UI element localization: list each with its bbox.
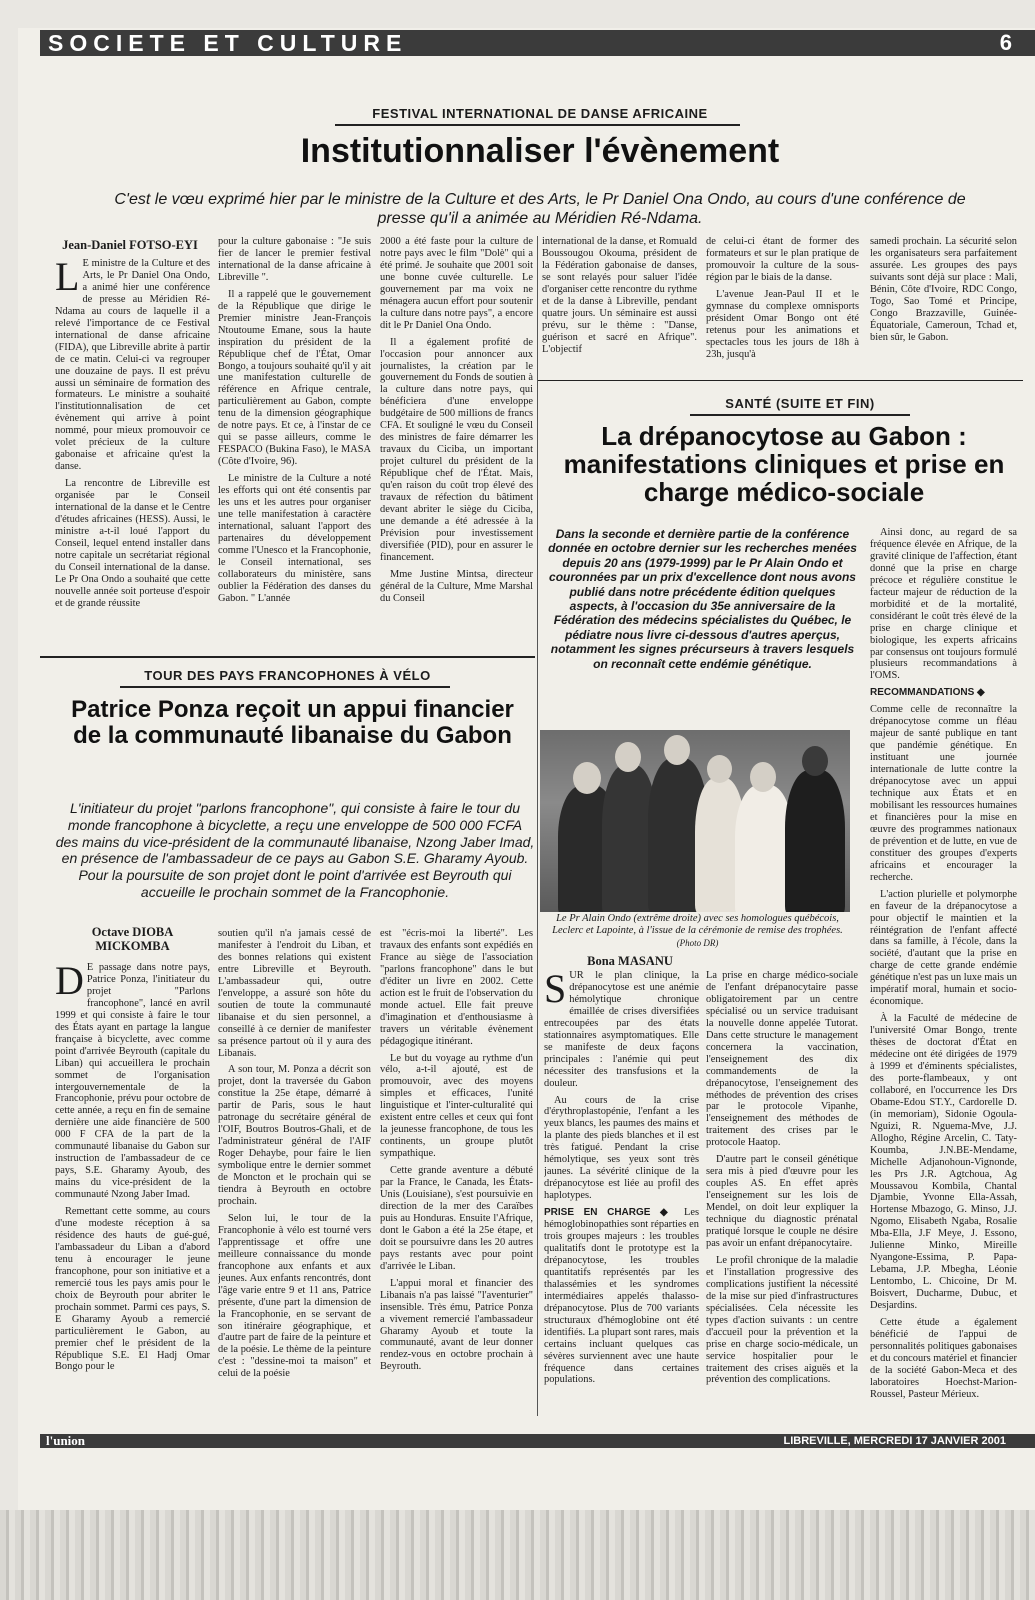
article2-kicker: TOUR DES PAYS FRANCOPHONES À VÉLO	[144, 668, 431, 683]
paragraph: Le but du voyage au rythme d'un vélo, a-t-il ajouté, est de promouvoir, avec des moyens simples et efficaces, l'unité linguistique et l'inter-culturalité qui existent entre celles et ceux qui font la jeunesse francophone, de tous les continents, un groupe plutôt sympathique.	[380, 1052, 533, 1160]
paragraph: est "écris-moi la liberté". Les travaux des enfants sont expédiés en France au siège de l'association "parlons francophone" dans le but d'éditer un livre en 2002. Cette action est le fruit de l'observation du monde actuel. Elle fait preuve d'imagination et d'enthousiasme à travers un véritable évènement pédagogique itinérant.	[380, 928, 533, 1047]
paragraph: 2000 a été faste pour la culture de notre pays avec le film "Dolè" qui a été primé. Je souhaite que 2001 soit une bonne cuvée culturelle. Le gouvernement par ma voix ne ménagera aucun effort pour soutenir la culture dans notre pays", a encore dit le Pr Daniel Ona Ondo.	[380, 236, 533, 331]
article3-kicker-rule	[690, 414, 910, 416]
person-head	[707, 755, 732, 783]
paragraph: Au cours de la crise d'érythroplastopénie, l'enfant a les yeux blancs, les paumes des mains et la plante des pieds blanches et il est très fatigué. Pendant la crise hémolytique, ses yeux sont très jaunes. La sévérité clinique de la drépanocytose est liée au profil des haplotypes.	[544, 1094, 699, 1202]
person-head	[750, 762, 776, 792]
article1-column-3	[380, 236, 533, 650]
paragraph: E ministre de la Culture et des Arts, le Pr Daniel Ona Ondo, a animé hier une conférence de presse au Méridien Ré-Ndama au cours de laquelle il a relevé l'importance de ce Festival international de danse africaine (FIDA), que Libreville abrite à partir de ce matin. Celui-ci va regrouper une douzaine de pays. Il est prévu aussi un séminaire de formation des formateurs. Le ministre a souhaité l'institutionnalisation de cet évènement qui arrive à point nommé, pour mieux promouvoir ce volet précieux de la culture gabonaise et africaine qu'est la danse.	[55, 258, 210, 473]
article3-column-1	[544, 970, 699, 1428]
paragraph: La rencontre de Libreville est organisée par le Conseil international de la danse et le Centre d'études africaines (HESS). Aussi, le ministre a-t-il loué l'apport du Conseil, lequel entend installer dans notre capitale un secrétariat régional du Conseil international de la danse. Le Pr Ona Ondo a souhaité que cette nouvelle année soit porteuse d'espoir et de grande réussite	[55, 478, 210, 609]
paragraph: À la Faculté de médecine de l'université Omar Bongo, trente thèses de doctorat d'État en médecine ont été dirigées de 1979 à 1999 et d'éminents spécialistes, des porte-flambeaux, y ont collaboré, en l'occurrence les Drs Obame-Edou ST.Y., Cardorelle D. (in memoriam), Sidonie Ogoula-Nguizi, R. Nguema-Mve, J.J. Allogho, Régine Arcelin, C. Taty-Koumba, J.N.BE-Mendame, Michelle Adjanohoun-Vignonde, les Prs J.R. Agtchoua, Ag Moussavou Kombila, Chantal Djambie, Yvonne Ella-Assah, Hortense Mbazogo, G. Minso, J.J. Ngomo, Elisabeth Ngaba, Rosalie Mba-Ella, J.F Meye, J. Essono, Julienne Minko, Mireille Nyangone-Essima, P. Papa-Lebama, J.P. Mbegha, Léonie Lentombo, L. Chicoine, Dr M. Boisvert, Ducharme, Dubuc, et Desjardins.	[870, 1013, 1017, 1312]
paragraph: Cette grande aventure a débuté par la France, le Canada, les États-Unis (Louisiane), s'est poursuivie en direction de la mer des Caraïbes puis au Honduras. Ensuite l'Afrique, dont le Gabon a été la 25e étape, et doit se poursuivre dans les 20 autres pays restants avec pour point d'arrivée le Liban.	[380, 1165, 533, 1272]
paragraph: D'autre part le conseil génétique sera mis à pied d'œuvre pour les couples AS. En effet après l'enseignement sur les lois de Mendel, on doit leur expliquer la technique du diagnostic prénatal pratiqué lorsque le couple ne désire pas avoir un enfant drépanocytaire.	[706, 1154, 858, 1249]
paragraph: de celui-ci étant de former des formateurs et sur le plan pratique de promouvoir la culture de la sous-région par le biais de la danse.	[706, 236, 859, 283]
article2-deck: L'initiateur du projet "parlons francophone", qui consiste à faire le tour du monde francophone à bicyclette, a reçu une enveloppe de 500 000 FCFA des mains du vice-président de la communauté libanaise, Nzong Jaber Imad, en présence de l'ambassadeur de ce pays au Gabon S.E. Gharamy Ayoub. Pour la poursuite de son projet dont le point d'arrivée est Beyrouth qui accueille le prochain sommet de la Francophonie.	[55, 800, 535, 900]
paragraph: Cette étude a également bénéficié de l'appui de personnalités politiques gabonaises et du concours matériel et financier de la société Gabon-Meca et des laboratoires Hoechst-Marion-Roussel, Pasteur Mérieux.	[870, 1317, 1017, 1400]
paragraph: La prise en charge médico-sociale de l'enfant drépanocytaire passe obligatoirement par un centre spécialisé ou un service traduisant la nouvelle donne appelée Tutorat. Dans cette structure le management concernera la vaccination, l'enseignement des dix commandements de la drépanocytose, l'enseignement des méthodes de prévention des crises par le protocole Vipanhe, l'enseignement des méthodes de traitement des crises par le protocole Haatop.	[706, 970, 858, 1149]
subhead-recommandations: RECOMMANDATIONS ◆	[870, 687, 985, 699]
article3-deck: Dans la seconde et dernière partie de la conférence donnée en octobre dernier sur les recherches menées depuis 20 ans (1979-1999) par le Pr Alain Ondo et couronnées par un prix d'excellence dont nous avons publié dans notre précédente édition quelques aspects, à l'occasion du 35e anniversaire de la Fédération des médecins spécialistes du Québec, le pédiatre nous livre ci-dessous d'autres aperçus, notamment les signes précurseurs à travers lesquels on reconnaît cette endémie génétique.	[548, 527, 857, 671]
article1-column-1	[55, 258, 210, 650]
article3-title: La drépanocytose au Gabon : manifestations cliniques et prise en charge médico-sociale	[563, 421, 1005, 508]
paragraph: E passage dans notre pays, Patrice Ponza, l'initiateur du projet "Parlons francophone", lancé en avril 1999 et qui consiste à faire le tour des États ayant en partage la langue française à bicyclette, avec comme point d'arrivée Beyrouth (capitale du Liban) qui accueillera le prochain sommet de l'organisation intergouvernementale de la Francophonie, prévu pour octobre de cette année, a reçu en fin de semaine dernière une aide financière de 500 000 F CFA de la part de la communauté libanaise du Gabon sur instruction de l'ambassadeur de ce pays, S.E. Gharamy Ayoub, des mains du vice-président de la communauté Nzong Jaber Imad.	[55, 962, 210, 1201]
divider	[40, 656, 535, 658]
article2-column-2	[218, 928, 371, 1430]
paragraph: UR le plan clinique, la drépanocytose est une anémie hémolytique chronique émaillée de crises diversifiées entrecoupées par des états stationnaires asymptomatiques. Elle se manifeste de deux façons principales : l'anémie qui peut nécessiter des transfusions et la douleur.	[544, 970, 699, 1089]
paragraph: Remettant cette somme, au cours d'une modeste réception à sa résidence des hauts de gué-gué, l'ambassadeur du Liban a d'abord tenu à encourager le jeune francophone, pour son initiative et a remercié tous les pays amis pour le choix de Beyrouth pour abriter le prochain sommet. Parmi ces pays, S. E Gharamy Ayoub a remercié particulièrement le Gabon, au premier chef le président de la République S.E. El Hadj Omar Bongo pour le	[55, 1206, 210, 1373]
section-name: SOCIETE ET CULTURE	[48, 30, 408, 56]
caption-text: Le Pr Alain Ondo (extrême droite) avec ses homologues québécois, Leclerc et Lapointe, à l'issue de la cérémonie de remise des trophées.	[552, 913, 843, 937]
paragraph: Comme celle de reconnaître la drépanocytose comme un fléau majeur de santé publique en tant que pandémie génétique. En instituant une journée internationale de lutte contre la drépanocytose avec un appui technique aux États et en mobilisant les ressources humaines et financières pour la mise en œuvre des programmes nationaux de prévention et de lutte, en vue de constituer des groupes d'experts africains et encourager la recherche.	[870, 704, 1017, 883]
drop-cap: D	[55, 962, 84, 1003]
paragraph: Il a rappelé que le gouvernement de la République que dirige le Premier ministre Jean-François Ntoutoume Emane, sous la haute inspiration du président de la République chef de l'État, Omar Bongo, a toujours souhaité qu'il y ait une manifestation culturelle de référence en Afrique centrale, particulièrement au Gabon, compte tenu de la dimension géographique de notre pays. Et ce, à l'instar de ce qui se passe ailleurs, comme le FESPACO (Bukina Faso), le MASA (Côte d'Ivoire, 96).	[218, 288, 371, 468]
paragraph: Ainsi donc, au regard de sa fréquence élevée en Afrique, de la gravité clinique de l'affection, étant donné que la prise en charge précoce et régulière constitue le facteur majeur de réduction de la morbidité et de la mortalité, considérant le coût très élevé de la prise en charge clinique et biologique, les experts africains par consensus ont toujours formulé plusieurs recommandations à l'OMS.	[870, 527, 1017, 682]
article3-column-2	[706, 970, 858, 1428]
article2-title: Patrice Ponza reçoit un appui financier de la communauté libanaise du Gabon	[71, 696, 514, 749]
paragraph: Mme Justine Mintsa, directeur général de la Culture, Mme Marshal du Conseil	[380, 568, 533, 604]
article2-column-1	[55, 962, 210, 1430]
paragraph: Selon lui, le tour de la Francophonie à vélo est tourné vers l'apprentissage et offre une meilleure connaissance du monde francophone aux enfants et aux jeunes. Aux enfants rencontrés, dont l'âge varie entre 9 et 11 ans, Patrice présente, d'une part la dimension de la Francophonie, en se servant de son itinéraire géographique, et d'autre part de faire de la peinture et de la poésie. Le thème de la peinture c'est : "dessine-moi ta maison" et celui de la poésie	[218, 1212, 371, 1380]
subhead-prise-en-charge: PRISE EN CHARGE ◆	[544, 1207, 675, 1219]
article3-byline: Bona MASANU	[587, 954, 673, 968]
article3-kicker: SANTÉ (SUITE ET FIN)	[725, 396, 875, 411]
paragraph: L'action plurielle et polymorphe en faveur de la drépanocytose a pour objectif le maintien et la réintégration de l'enfant affecté dans sa famille, à l'école, dans la société, d'autant que la prise en charge de cette grande endémie génétique n'est pas un luxe mais un impératif moral, humain et socio-économique.	[870, 888, 1017, 1008]
article3-column-3	[870, 527, 1017, 1427]
paragraph: Il a également profité de l'occasion pour annoncer aux journalistes, la création par le gouvernement du Fonds de soutien à la culture dans notre pays, qui bénéficiera d'une enveloppe budgétaire de 500 millions de francs CFA. Et souligné le vœu du Conseil des ministres de faire démarrer les travaux du Ciciba, un important projet culturel du président de la République chef de l'État. Mais, qu'en raison du coût trop élevé des travaux de réfection du bâtiment devant abriter le siège du Ciciba, une demande a été adressée à la Prévision pour investissement diversifiée (PID), pour en assurer le financement.	[380, 336, 533, 563]
article2-kicker-rule	[120, 686, 450, 688]
issue-date: LIBREVILLE, MERCREDI 17 JANVIER 2001	[783, 1435, 1006, 1447]
scan-background-strip	[0, 1510, 1035, 1600]
person-head	[664, 735, 690, 765]
article1-byline: Jean-Daniel FOTSO-EYI	[62, 238, 198, 252]
page-footer	[40, 1434, 1035, 1448]
column-divider	[537, 236, 538, 1416]
article3-photo	[540, 730, 850, 912]
paragraph: L'avenue Jean-Paul II et le gymnase du complexe omnisports président Omar Bongo ont été retenus pour les animations et spectacles tous les jours de 18h à 23h, jusqu'à	[706, 288, 859, 360]
article1-deck: C'est le vœu exprimé hier par le ministre de la Culture et des Arts, le Pr Daniel Ona Ondo, au cours d'une conférence de presse qu'il a animée au Méridien Ré-Ndama.	[114, 191, 966, 228]
paragraph: Le profil chronique de la maladie et l'installation progressive des complications justifient la nécessité de la mise sur pied d'infrastructures spécialisées. Cela nécessite les types d'action suivants : un centre d'accueil pour la prévention et la prise en charge socio-médicale, un service hospitalier pour le traitement des crises aiguës et la prévention des complications.	[706, 1254, 858, 1386]
article3-photo-caption	[545, 913, 850, 950]
paragraph: international de la danse, et Romuald Boussougou Okouma, président de la Fédération gabonaise de danses, se sont relayés pour saluer l'idée d'organiser cette rencontre du rythme et de la danse à Libreville, pendant quatre jours. Un séminaire est aussi prévu, sur le thème : "Danse, guérison et sacré en Afrique". L'objectif	[542, 236, 697, 355]
paragraph: Le ministre de la Culture a noté les efforts qui ont été consentis par les uns et les autres pour organiser une telle manifestation à caractère international, saluant l'apport des partenaires du développement comme l'Unesco et la Francophonie, le Conseil international, ses collaborateurs du ministère, sans oublier la Fédération des danses du Gabon. " L'année	[218, 473, 371, 604]
photo-credit: (Photo DR)	[676, 937, 719, 948]
paragraph: soutien qu'il n'a jamais cessé de manifester à l'endroit du Liban, et des bonnes relations qui existent entre Libreville et Beyrouth. L'ambassadeur qui, outre l'enveloppe, a assuré son hôte du soutien de toute la communauté libanaise et du sien personnel, a conseillé à ce dernier de manifester sa présence partout où il y aura des Libanais.	[218, 928, 371, 1059]
person-head	[573, 762, 601, 794]
paragraph: Les hémoglobinopathies sont réparties en trois groupes majeurs : les troubles qualitatifs dont le prototype est la drépanocytose, les troubles quantitatifs représentés par les thalassémies et les syndromes intermédiaires appelés thalasso-drépanocytose. Plus de 700 variants structuraux d'hémoglobine ont été identifiés. La plupart sont rares, mais certains incluant quelques cas sévères surviennent avec une haute fréquence dans certaines populations.	[544, 1207, 699, 1386]
paragraph: L'appui moral et financier des Libanais n'a pas laissé "l'aventurier" insensible. Très ému, Patrice Ponza a vivement remercié l'ambassadeur Gharamy Ayoub et toute la communauté, avant de leur donner rendez-vous en octobre prochain à Beyrouth.	[380, 1277, 533, 1373]
paragraph: pour la culture gabonaise : "Je suis fier de lancer le premier festival international de la danse africaine à Libreville ".	[218, 236, 371, 283]
drop-cap: S	[544, 970, 567, 1011]
person-figure	[785, 770, 845, 912]
article1-column-5	[706, 236, 859, 376]
article1-title: Institutionnaliser l'évènement	[300, 132, 780, 170]
divider	[538, 380, 1023, 381]
section-bar	[40, 30, 1035, 56]
drop-cap: L	[55, 258, 80, 299]
article2-column-3	[380, 928, 533, 1430]
article1-kicker-rule	[335, 124, 740, 126]
page-number: 6	[999, 30, 1012, 55]
paragraph: samedi prochain. La sécurité selon les organisateurs sera parfaitement assurée. Les groupes des pays suivants sont déjà sur place : Mali, Bénin, Côte d'Ivoire, RDC Congo, Togo, Sao Tomé et Principe, Congo Brazzaville, Guinée-Équatoriale, Cameroun, Tchad et, bien sûr, le Gabon.	[870, 236, 1017, 343]
article1-column-2	[218, 236, 371, 650]
article1-column-4	[542, 236, 697, 376]
newspaper-logo: l'union	[46, 1433, 86, 1448]
person-head	[615, 742, 641, 772]
article1-column-6	[870, 236, 1017, 376]
person-head	[802, 746, 828, 776]
article1-kicker: FESTIVAL INTERNATIONAL DE DANSE AFRICAINE	[372, 106, 708, 121]
paragraph: A son tour, M. Ponza a décrit son projet, dont la traversée du Gabon constitue la 25e étape, démarré à partir de Paris, sous le haut patronage du secrétaire général de l'OIF, Boutros Boutros-Ghali, et de l'administrateur général de l'AIF Roger Dehaybe, pour faire le lien symbolique entre le dernier sommet de Moncton et le prochain qui se tiendra à Beyrouth en octobre prochain.	[218, 1064, 371, 1207]
article2-byline: Octave DIOBA MICKOMBA	[91, 925, 174, 954]
